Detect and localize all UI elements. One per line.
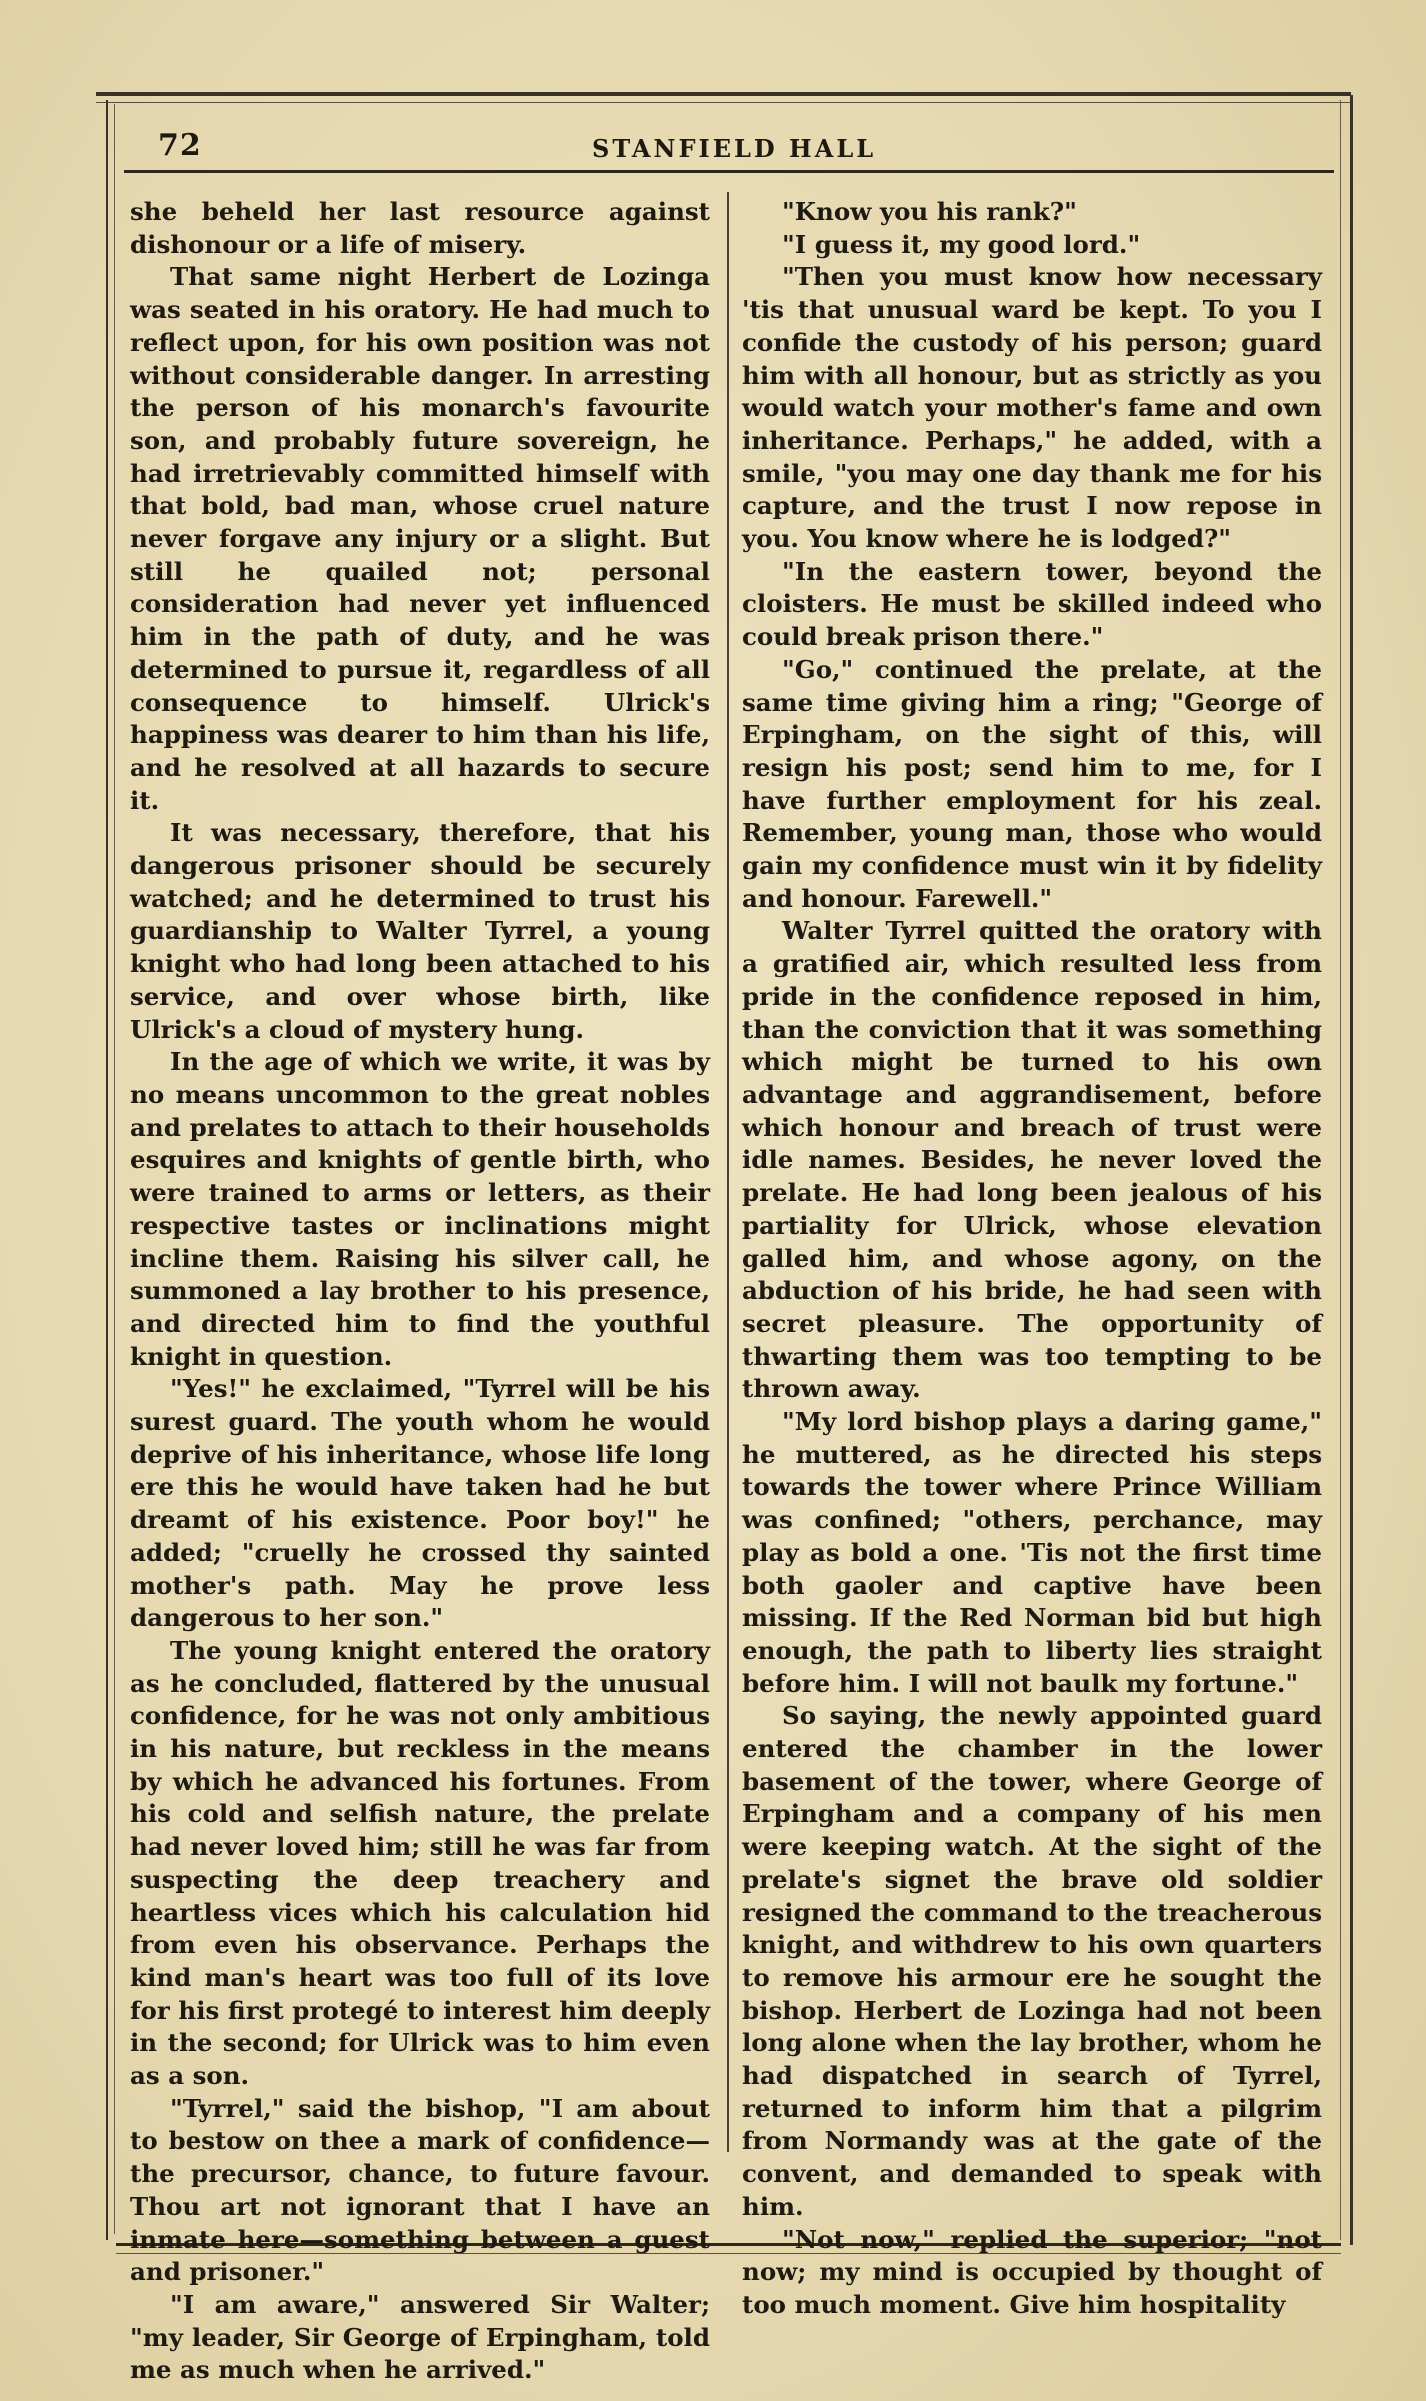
paragraph: "I am aware," answered Sir Walter; "my leader, Sir George of Erpingham, told me as much when he arrived." — [130, 2290, 710, 2385]
paragraph: "Tyrrel," said the bishop, "I am about to bestow on thee a mark of confidence—the precursor, chance, to future favour. Thou art not ignorant that I have an inmate here—something between a guest and prisoner." — [130, 2093, 710, 2287]
paragraph: "Go," continued the prelate, at the same time giving him a ring; "George of Erpingham, on the sight of this, will resign his post; send him to me, for I have further employment for his zeal. Remember, young man, those who would gain my confidence must win it by fidelity and honour. Farewell." — [742, 654, 1322, 913]
paragraph: In the age of which we write, it was by no means uncommon to the great nobles and prelates to attach to their households esquires and knights of gentle birth, who were trained to arms or letters, as their respective tastes or inclinations might incline them. Raising his silver call, he summoned a lay brother to his presence, and directed him to find the youthful knight in question. — [130, 1047, 710, 1371]
right-column — [742, 196, 1322, 2322]
right-border-rule-thin — [1340, 100, 1341, 2240]
top-border-rule — [96, 92, 1351, 96]
left-border-rule-thin — [114, 104, 115, 2234]
paragraph: The young knight entered the oratory as he concluded, flattered by the unusual confidence, for he was not only ambitious in his nature, but reckless in the means by which he advanced his fortunes. From his cold and selfish nature, the prelate had never loved him; still he was far from suspecting the deep treachery and heartless vices which his calculation hid from even his observance. Perhaps the kind man's heart was too full of its love for his first protegé to interest him deeply in the second; for Ulrick was to him even as a son. — [130, 1635, 710, 2091]
paragraph: It was necessary, therefore, that his dangerous prisoner should be securely watched; and he determined to trust his guardianship to Walter Tyrrel, a young knight who had long been attached to his service, and over whose birth, like Ulrick's a cloud of mystery hung. — [130, 818, 710, 1044]
paragraph: "Know you his rank?" — [782, 197, 1077, 226]
paragraph: "I guess it, my good lord." — [782, 229, 1141, 259]
paragraph: So saying, the newly appointed guard entered the chamber in the lower basement of the tower, where George of Erpingham and a company of his men were keeping watch. At the sight of the prelate's signet the brave old soldier resigned the command to the treacherous knight, and withdrew to his own quarters to remove his armour ere he sought the bishop. Herbert de Lozinga had not been long alone when the lay brother, whom he had dispatched in search of Tyrrel, returned to inform him that a pilgrim from Normandy was at the gate of the convent, and demanded to speak with him. — [742, 1701, 1322, 2221]
paragraph: "Not now," replied the superior; "not now; my mind is occupied by thought of too much moment. Give him hospitality — [742, 2224, 1322, 2319]
paragraph: "In the eastern tower, beyond the cloisters. He must be skilled indeed who could break prison there." — [742, 556, 1322, 652]
paragraph: Walter Tyrrel quitted the oratory with a gratified air, which resulted less from pride in the confidence reposed in him, than the conviction that it was something which might be turned to his own advantage and aggrandisement, before which honour and breach of trust were idle names. Besides, he never loved the prelate. He had long been jealous of his partiality for Ulrick, whose elevation galled him, and whose agony, on the abduction of his bride, he had seen with secret pleasure. The opportunity of thwarting them was too tempting to be thrown away. — [742, 916, 1322, 1404]
header-rule — [124, 170, 1334, 173]
top-border-rule-thin — [96, 102, 1351, 103]
running-title: STANFIELD HALL — [592, 134, 877, 163]
paragraph: she beheld her last resource against dishonour or a life of misery. — [130, 197, 710, 259]
paragraph: "My lord bishop plays a daring game," he muttered, as he directed his steps towards the tower where Prince William was confined; "others, perchance, may play as bold a one. 'Tis not the first time both gaoler and captive have been missing. If the Red Norman bid but high enough, the path to liberty lies straight before him. I will not baulk my fortune." — [742, 1407, 1322, 1698]
left-border-rule — [106, 100, 108, 2240]
left-column — [130, 196, 710, 2387]
column-separator — [727, 192, 729, 2152]
paragraph: "Yes!" he exclaimed, "Tyrrel will be his surest guard. The youth whom he would deprive of his inheritance, whose life long ere this he would have taken had he but dreamt of his existence. Poor boy!" he added; "cruelly he crossed thy sainted mother's path. May he prove less dangerous to her son." — [130, 1374, 710, 1633]
paragraph: That same night Herbert de Lozinga was seated in his oratory. He had much to reflect upon, for his own position was not without considerable danger. In arresting the person of his monarch's favourite son, and probably future sovereign, he had irretrievably committed himself with that bold, bad man, whose cruel nature never forgave any injury or a slight. But still he quailed not; personal consideration had never yet influenced him in the path of duty, and he was determined to pursue it, regardless of all consequence to himself. Ulrick's happiness was dearer to him than his life, and he resolved at all hazards to secure it. — [130, 262, 710, 815]
page-number: 72 — [158, 128, 202, 163]
right-border-rule — [1350, 95, 1353, 2245]
paragraph: "Then you must know how necessary 'tis that unusual ward be kept. To you I confide the custody of his person; guard him with all honour, but as strictly as you would watch your mother's fame and own inheritance. Perhaps," he added, with a smile, "you may one day thank me for his capture, and the trust I now repose in you. You know where he is lodged?" — [742, 262, 1322, 554]
